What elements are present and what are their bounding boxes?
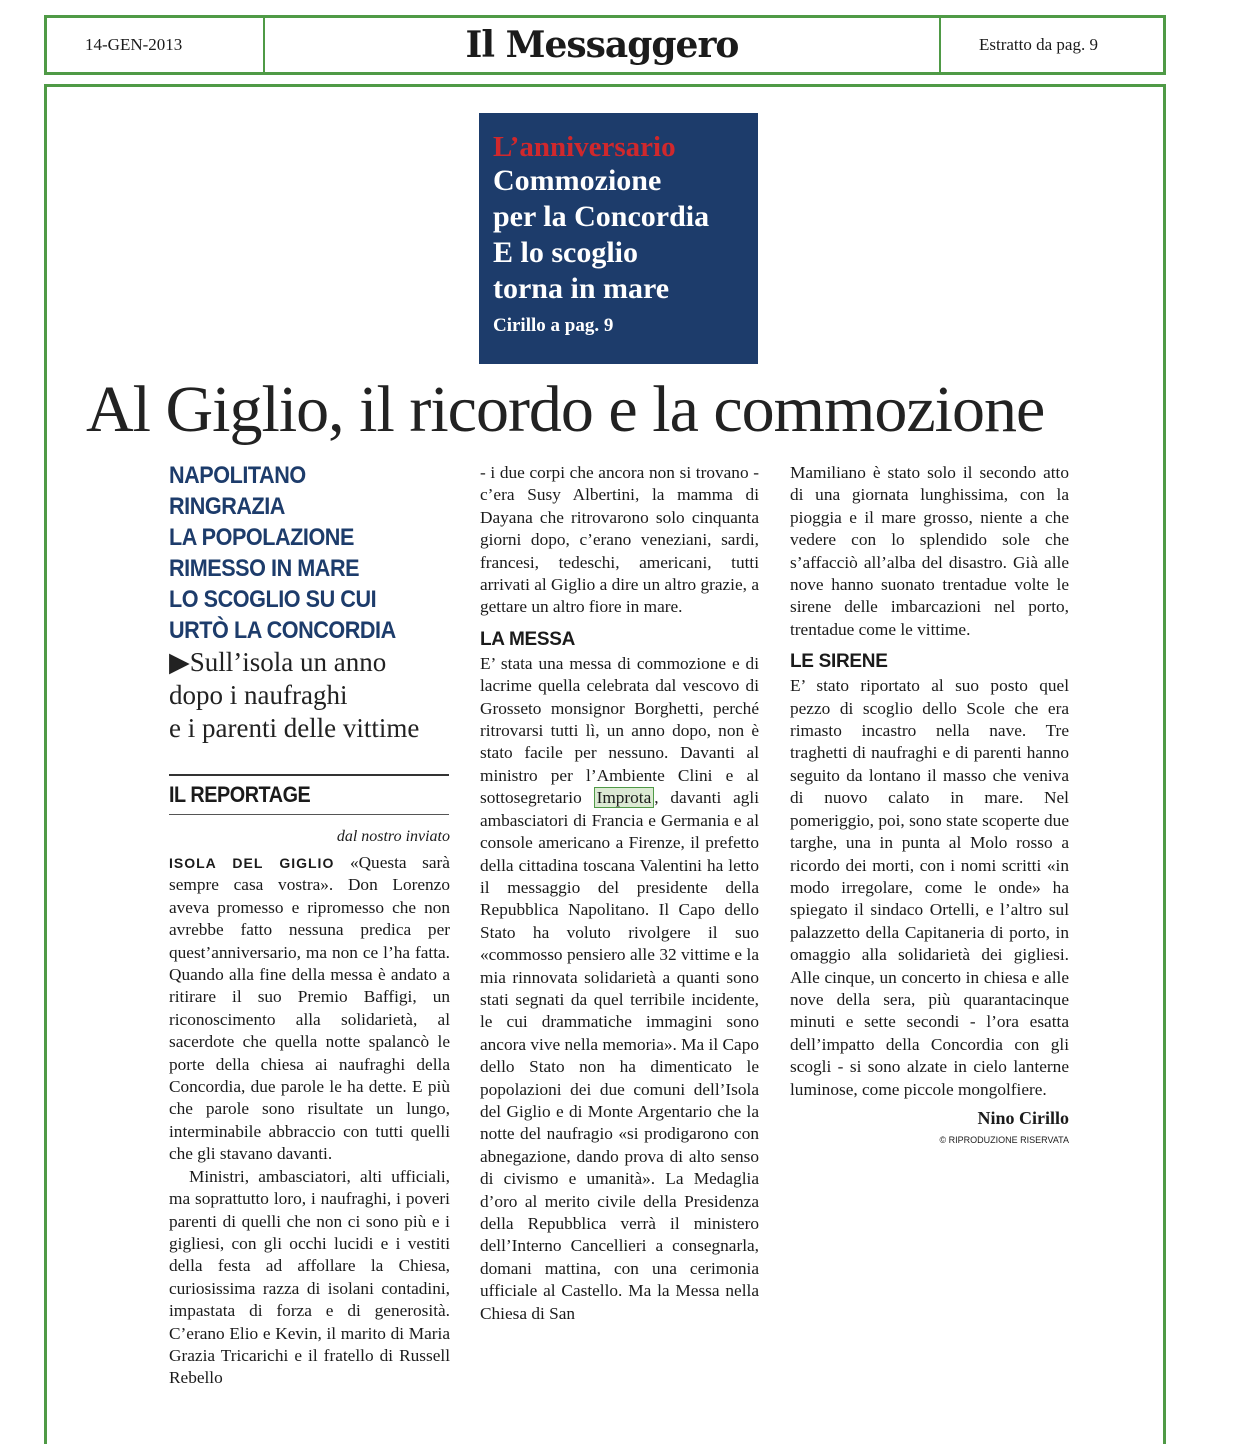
article-column-1 <box>169 852 450 1390</box>
dateline: ISOLA DEL GIGLIO <box>169 855 335 871</box>
byline-note: dal nostro inviato <box>336 828 450 845</box>
promo-title-line: E lo scoglio <box>493 236 639 269</box>
rubric-label: IL REPORTAGE <box>169 782 311 807</box>
page-extract-label: Estratto da pag. 9 <box>939 18 1163 72</box>
subhead-le-sirene: LE SIRENE <box>790 651 888 673</box>
paragraph-text: , davanti agli ambasciatori di Francia e Germania e al console americano a Firenze, il prefetto della cittadina toscana Valentini ha letto il messaggio del presidente della Repubblica Napolitano. Il Capo dello Stato ha voluto rivolgere il suo «commosso pensiero alle 32 vittime e la mia rinnovata solidarietà a quanti sono stati segnati da quel terribile incidente, le cui drammatiche immagini sono ancora vive nella memoria». Ma il Capo dello Stato non ha dimenticato le popolazioni dei due comuni dell’Isola del Giglio e di Monte Argentario che la notte del naufragio «si prodigarono con abnegazione, dando prova di alto senso di civismo e umanità». La Medaglia d’oro al merito civile della Presidenza della Repubblica verrà il ministero dell’Interno Cancellieri a consegnarla, domani mattina, con una cerimonia ufficiale al Castello. Ma la Messa nella Chiesa di San <box>480 788 759 1323</box>
promo-title-line: torna in mare <box>493 272 670 305</box>
paragraph-text: E’ stata una messa di commozione e di lacrime quella celebrata dal vescovo di Grosseto monsignor Borghetti, perché ritrovarsi tutti lì, un anno dopo, non è stato facile per nessuno. Davanti al ministro per l’Ambiente Clini e al sottosegretario <box>480 653 759 808</box>
summary-caps-line: LO SCOGLIO SU CUI <box>169 586 377 613</box>
article-column-3 <box>790 462 1069 1147</box>
paragraph: Mamiliano è stato solo il secondo atto di una giornata lunghissima, con la pioggia e il mare grosso, niente a che vedere con lo splendido sole che s’affacciò all’alba del disastro. Già alle nove hanno suonato trentadue volte le sirene delle imbarcazioni nel porto, trentadue come le vittime. <box>790 463 1069 639</box>
paragraph: Ministri, ambasciatori, alti ufficiali, ma soprattutto loro, i naufraghi, i poveri parenti di quelli che non ci sono più e i gigliesi, con gli occhi lucidi e i vestiti della festa ad affollare la Chiesa, curiosissima razza di isolani contadini, impastata di forza e di generosità. C’erano Elio e Kevin, il marito di Maria Grazia Tricarichi e il fratello di Russell Rebello <box>169 1166 450 1388</box>
promo-page-ref: Cirillo a pag. 9 <box>493 315 614 336</box>
issue-date: 14-GEN-2013 <box>47 18 265 72</box>
summary-caps-line: NAPOLITANO <box>169 462 306 489</box>
paragraph <box>169 852 450 1166</box>
promo-title <box>493 163 744 307</box>
author-signature: Nino Cirillo <box>977 1107 1069 1128</box>
article-summary <box>169 460 459 745</box>
article-headline: Al Giglio, il ricordo e la commozione <box>86 373 1045 446</box>
promo-kicker: L’anniversario <box>493 131 676 163</box>
paragraph <box>480 653 759 1325</box>
promo-title-line: Commozione <box>493 164 662 197</box>
paragraph: E’ stato riportato al suo posto quel pezzo di scoglio dello Scole che era rimasto incastro nella nave. Tre traghetti di naufraghi e di parenti hanno seguito da lontano il masso che veniva di nuovo calato in mare. Nel pomeriggio, poi, sono state scoperte due targhe, una in punta al Molo rosso a ricordo dei morti, con i nomi scritti «in modo irregolare, come le onde» ha spiegato il sindaco Ortelli, e l’altro sul palazzetto della Capitaneria di porto, in omaggio alla solidarietà dei gigliesi. Alle cinque, un concerto in chiesa e alle nove della sera, più quarantacinque minuti e sette secondi - l’ora esatta dell’impatto della Concordia con gli scogli - si sono alzate in cielo lanterne luminose, come piccole mongolfiere. <box>790 676 1069 1099</box>
summary-sub-line: ▶Sull’isola un anno <box>169 647 387 677</box>
rubric-top-divider <box>169 774 449 776</box>
masthead-logo: Il Messaggero <box>465 24 739 66</box>
summary-sub-line: e i parenti delle vittime <box>169 713 420 743</box>
summary-sub-line: dopo i naufraghi <box>169 680 348 710</box>
promo-title-line: per la Concordia <box>493 200 710 233</box>
summary-caps-line: RINGRAZIA <box>169 493 285 520</box>
rubric-bottom-divider <box>169 814 449 815</box>
summary-caps-line: RIMESSO IN MARE <box>169 555 360 582</box>
paragraph: - i due corpi che ancora non si trovano - c’era Susy Albertini, la mamma di Dayana che ritrovarono solo cinquanta giorni dopo, c’erano veneziani, sardi, francesi, tedeschi, americani, tutti arrivati al Giglio a dire un altro grazie, a gettare un altro fiore in mare. <box>480 463 759 617</box>
summary-caps-line: LA POPOLAZIONE <box>169 524 354 551</box>
copyright-notice: © RIPRODUZIONE RISERVATA <box>939 1134 1069 1145</box>
paragraph-text: «Questa sarà sempre casa vostra». Don Lorenzo aveva promesso e ripromesso che non avrebbe fatto nessuna predica per quest’anniversario, ma non ce l’ha fatta. Quando alla fine della messa è andato a ritirare il suo Premio Baffigi, un riconoscimento alla solidarietà, al sacerdote che quella notte spalancò le porte della chiesa ai naufraghi della Concordia, due parole le ha dette. E più che parole sono risultate un lungo, interminabile abbraccio con tutti quelli che gli stavano davanti. <box>169 853 450 1164</box>
article-column-2 <box>480 462 759 1325</box>
subhead-la-messa: LA MESSA <box>480 628 576 650</box>
summary-caps-line: URTÒ LA CONCORDIA <box>169 617 396 644</box>
highlighted-name: Improta <box>594 787 655 808</box>
anniversary-promo-box <box>479 113 758 364</box>
page-header <box>44 15 1166 75</box>
